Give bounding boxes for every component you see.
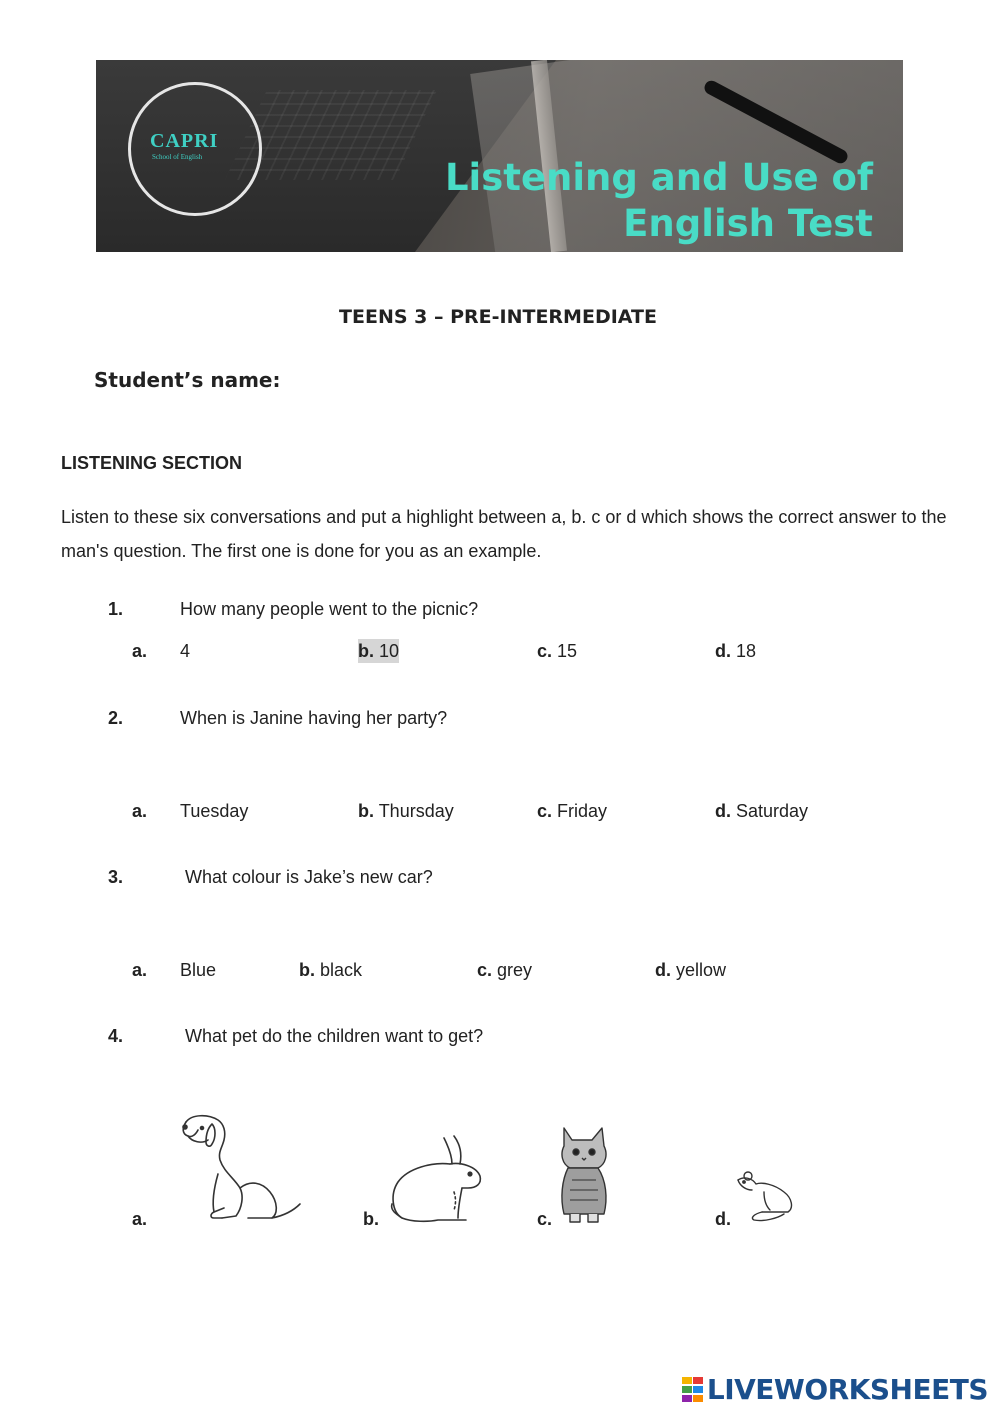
- option-letter: c.: [477, 960, 493, 980]
- option-text: Thursday: [378, 801, 454, 821]
- answer-option-c[interactable]: [477, 960, 532, 981]
- answer-option-d[interactable]: [655, 960, 726, 981]
- option-letter: b.: [358, 641, 374, 661]
- question-text: What colour is Jake’s new car?: [185, 867, 433, 887]
- option-letter: b.: [358, 801, 374, 821]
- answer-option-c[interactable]: [537, 641, 577, 662]
- section-title: LISTENING SECTION: [61, 453, 243, 473]
- highlighted-answer: [358, 639, 399, 663]
- option-text: Saturday: [736, 801, 809, 821]
- student-name-label: Student’s name:: [94, 368, 281, 392]
- option-letter: d.: [715, 641, 731, 661]
- answer-option-a[interactable]: [132, 641, 147, 662]
- rabbit-icon[interactable]: [388, 1132, 484, 1224]
- answer-option-b[interactable]: [363, 1209, 379, 1230]
- question-number: 1.: [108, 599, 124, 619]
- option-letter: c.: [537, 641, 553, 661]
- answer-option-a[interactable]: [132, 801, 147, 822]
- watermark-text: LIVEWORKSHEETS: [706, 1373, 988, 1406]
- answer-option-b[interactable]: [358, 801, 454, 822]
- dog-icon[interactable]: [178, 1112, 306, 1226]
- option-letter: b.: [363, 1209, 379, 1229]
- option-text: yellow: [676, 960, 727, 980]
- answer-option-c[interactable]: [537, 801, 607, 822]
- logo-subtitle: School of English: [152, 153, 203, 161]
- option-letter: a.: [132, 1209, 148, 1229]
- answer-option-d[interactable]: [715, 1209, 731, 1230]
- question-text: What pet do the children want to get?: [185, 1026, 484, 1046]
- answer-option-d[interactable]: [715, 641, 756, 662]
- option-text: 18: [736, 641, 757, 661]
- question-number: 4.: [108, 1026, 124, 1046]
- option-letter: b.: [299, 960, 315, 980]
- option-letter: d.: [715, 1209, 731, 1229]
- option-letter: a.: [132, 641, 148, 661]
- option-letter: d.: [655, 960, 671, 980]
- option-text: Friday: [557, 801, 608, 821]
- option-text: grey: [497, 960, 533, 980]
- answer-option-a[interactable]: [132, 1209, 147, 1230]
- option-letter: a.: [132, 960, 148, 980]
- option-text: 4: [180, 641, 191, 661]
- level-title: TEENS 3 – PRE-INTERMEDIATE: [339, 306, 657, 328]
- header-banner: [96, 60, 903, 252]
- liveworksheets-watermark: [682, 1373, 988, 1406]
- option-text: Tuesday: [180, 801, 249, 821]
- option-text: black: [320, 960, 363, 980]
- option-letter: c.: [537, 801, 553, 821]
- mouse-icon[interactable]: [734, 1170, 798, 1224]
- question-text: How many people went to the picnic?: [180, 599, 479, 619]
- answer-option-b[interactable]: [299, 960, 362, 981]
- option-text: Blue: [180, 960, 217, 980]
- banner-title-line2: English Test: [623, 202, 873, 245]
- option-letter: d.: [715, 801, 731, 821]
- option-letter: a.: [132, 801, 148, 821]
- question-text: When is Janine having her party?: [180, 708, 448, 728]
- question-number: 3.: [108, 867, 124, 887]
- question-number: 2.: [108, 708, 124, 728]
- answer-option-d[interactable]: [715, 801, 808, 822]
- answer-option-b[interactable]: [358, 641, 399, 662]
- option-text: 10: [379, 641, 400, 661]
- answer-option-c[interactable]: [537, 1209, 552, 1230]
- kitten-icon[interactable]: [552, 1124, 618, 1224]
- banner-title-line1: Listening and Use of: [444, 156, 873, 199]
- instructions: Listen to these six conversations and put a highlight between a, b. c or d which shows the correct answer to the man's question. The first one is done for you as an example.: [61, 507, 947, 561]
- logo-name: CAPRI: [150, 130, 219, 152]
- option-letter: c.: [537, 1209, 553, 1229]
- liveworksheets-logo-icon: [682, 1377, 704, 1403]
- option-text: 15: [557, 641, 578, 661]
- answer-option-a[interactable]: [132, 960, 147, 981]
